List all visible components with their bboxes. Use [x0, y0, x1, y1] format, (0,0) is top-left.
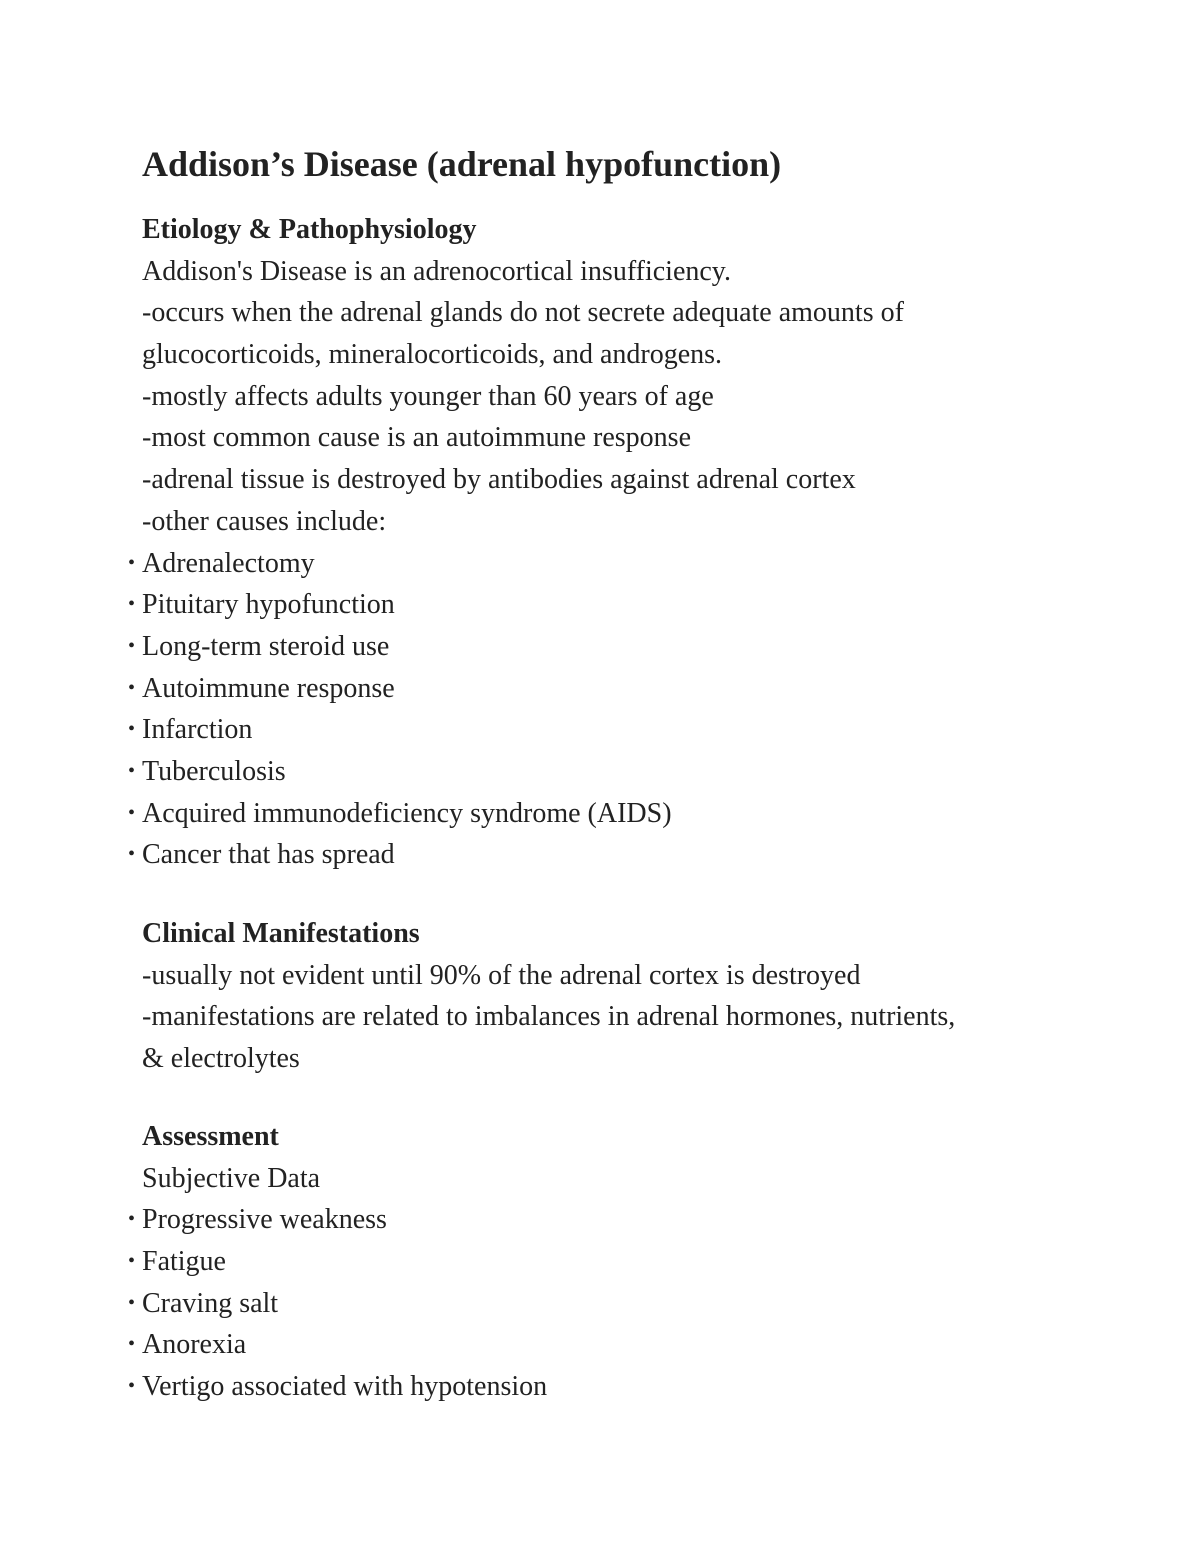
paragraph-line: -other causes include:	[142, 505, 387, 537]
bullet-icon: •	[128, 676, 136, 699]
list-item	[128, 834, 1102, 876]
paragraph-line: & electrolytes	[142, 1043, 300, 1075]
list-item	[128, 1366, 1102, 1408]
list-item-text: Tuberculosis	[142, 755, 286, 787]
paragraph-line: -mostly affects adults younger than 60 years of age	[142, 380, 714, 412]
list-item	[128, 1283, 1102, 1325]
bullet-icon: •	[128, 718, 136, 741]
section-etiology	[128, 209, 1102, 876]
bullet-icon: •	[128, 634, 136, 657]
paragraph-line: -usually not evident until 90% of the adrenal cortex is destroyed	[142, 959, 861, 991]
section-heading-etiology: Etiology & Pathophysiology	[142, 214, 477, 245]
list-item-text: Vertigo associated with hypotension	[142, 1371, 548, 1403]
list-item	[128, 1199, 1102, 1241]
list-item-text: Long-term steroid use	[142, 630, 390, 662]
paragraph-line: -adrenal tissue is destroyed by antibodies against adrenal cortex	[142, 464, 856, 496]
list-item	[128, 751, 1102, 793]
bullet-icon: •	[128, 1375, 136, 1398]
list-item	[128, 709, 1102, 751]
paragraph-line: glucocorticoids, mineralocorticoids, and androgens.	[142, 339, 723, 371]
section-heading-assessment: Assessment	[142, 1121, 279, 1152]
list-item-text: Acquired immunodeficiency syndrome (AIDS)	[142, 797, 672, 829]
section-assessment	[128, 1116, 1102, 1408]
section-heading-clinical: Clinical Manifestations	[142, 918, 420, 949]
section-clinical-manifestations	[142, 913, 1102, 1080]
bullet-icon: •	[128, 759, 136, 782]
list-item-text: Autoimmune response	[142, 672, 395, 704]
bullet-icon: •	[128, 843, 136, 866]
paragraph-line: Addison's Disease is an adrenocortical insufficiency.	[142, 255, 731, 287]
bullet-icon: •	[128, 1208, 136, 1231]
list-item	[128, 1241, 1102, 1283]
list-item-text: Progressive weakness	[142, 1204, 387, 1236]
paragraph-line: -manifestations are related to imbalances in adrenal hormones, nutrients,	[142, 1001, 956, 1033]
subjective-data-list	[128, 1199, 1102, 1407]
list-item	[128, 543, 1102, 585]
document-title: Addison’s Disease (adrenal hypofunction)	[142, 144, 782, 184]
list-item-text: Infarction	[142, 714, 253, 746]
list-item-text: Cancer that has spread	[142, 839, 395, 871]
paragraph-line: -most common cause is an autoimmune response	[142, 422, 691, 454]
list-item	[128, 668, 1102, 710]
list-item-text: Adrenalectomy	[142, 547, 315, 579]
list-item	[128, 584, 1102, 626]
paragraph-line: -occurs when the adrenal glands do not secrete adequate amounts of	[142, 297, 904, 329]
bullet-icon: •	[128, 593, 136, 616]
bullet-icon: •	[128, 801, 136, 824]
list-item	[128, 1324, 1102, 1366]
bullet-icon: •	[128, 551, 136, 574]
subheading-subjective-data: Subjective Data	[142, 1162, 321, 1194]
list-item-text: Pituitary hypofunction	[142, 589, 395, 621]
bullet-icon: •	[128, 1250, 136, 1273]
list-item-text: Fatigue	[142, 1246, 226, 1278]
list-item-text: Craving salt	[142, 1287, 279, 1319]
list-item	[128, 793, 1102, 835]
list-item	[128, 626, 1102, 668]
list-item-text: Anorexia	[142, 1329, 247, 1361]
causes-list	[128, 543, 1102, 877]
bullet-icon: •	[128, 1291, 136, 1314]
bullet-icon: •	[128, 1333, 136, 1356]
